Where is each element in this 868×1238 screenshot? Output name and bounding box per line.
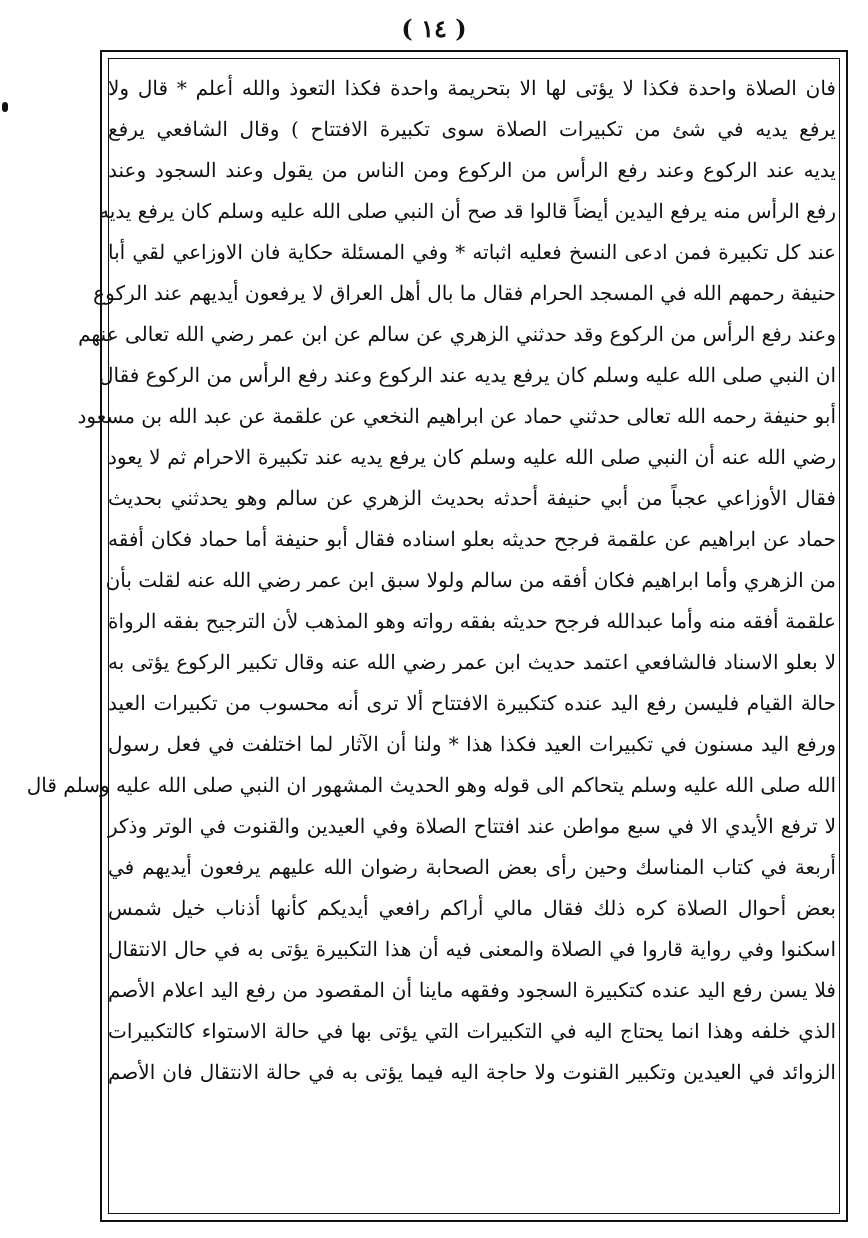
text-line: رفع الرأس منه يرفع اليدين أيضاً قالوا قد صح أن النبي صلى الله عليه وسلم كان يرفع يديه [98,199,836,223]
text-line: الذي خلفه وهذا انما يحتاج اليه في التكبيرات التي يؤتى بها في حالة الاستواء كالتكبيرات [108,1019,836,1043]
text-line: حالة القيام فليسن رفع اليد عنده كتكبيرة الافتتاح ألا ترى أنه محسوب من تكبيرات العيد [108,691,836,715]
text-line: يديه عند الركوع وعند رفع الرأس من الركوع ومن الناس من يقول وعند السجود وعند [108,158,836,182]
text-line: الزوائد في العيدين وتكبير القنوت ولا حاجة اليه فيما يؤتى به في حالة الانتقال فان الأصم [108,1060,836,1084]
body-text [26,68,836,1093]
text-line: وعند رفع الرأس من الركوع وقد حدثني الزهري عن سالم عن ابن عمر رضي الله تعالى عنهم [78,322,836,346]
text-line: بعض أحوال الصلاة كره ذلك فقال مالي أراكم رافعي أيديكم كأنها أذناب خيل شمس [108,896,836,920]
text-line: يرفع يديه في شئ من تكبيرات الصلاة سوى تكبيرة الافتتاح ) وقال الشافعي يرفع [108,117,836,141]
text-line: لا ترفع الأيدي الا في سبع مواطن عند افتتاح الصلاة وفي العيدين والقنوت في الوتر وذكر [108,814,836,838]
text-line: فلا يسن رفع اليد عنده كتكبيرة السجود وفقهه ماينا أن المقصود من رفع اليد اعلام الأصم [108,978,836,1002]
text-line: أبو حنيفة رحمه الله تعالى حدثني حماد عن ابراهيم النخعي عن علقمة عن عبد الله بن مسعود [77,404,836,428]
margin-ink-mark [2,102,8,112]
page-number: ( ١٤ ) [401,14,467,43]
text-line: علقمة أفقه منه وأما عبدالله فرجح حديثه بفقه رواته وهو المذهب لأن الترجيح بفقه الرواة [108,609,836,633]
text-line: عند كل تكبيرة فمن ادعى النسخ فعليه اثباته * وفي المسئلة حكاية فان الاوزاعي لقي أبا [108,240,836,264]
text-line: ورفع اليد مسنون في تكبيرات العيد فكذا هذا * ولنا أن الآثار لما اختلفت في فعل رسول [108,732,836,756]
text-line: حنيفة رحمهم الله في المسجد الحرام فقال ما بال أهل العراق لا يرفعون أيديهم عند الركوع [93,281,836,305]
text-line: رضي الله عنه أن النبي صلى الله عليه وسلم كان يرفع يديه عند تكبيرة الاحرام ثم لا يعود [108,445,836,469]
text-line: الله صلى الله عليه وسلم يتحاكم الى قوله وهو الحديث المشهور ان النبي صلى الله عليه وسلم قال [26,773,836,797]
text-line: اسكنوا وفي رواية قاروا في الصلاة والمعنى فيه أن هذا التكبيرة يؤتى به في حال الانتقال [108,937,836,961]
text-line: أربعة في كتاب المناسك وحين رأى بعض الصحابة رضوان الله عليهم يرفعون أيديهم في [108,855,836,879]
text-line: لا بعلو الاسناد فالشافعي اعتمد حديث ابن عمر رضي الله عنه وقال تكبير الركوع يؤتى به [108,650,836,674]
text-line: من الزهري وأما ابراهيم فكان أفقه من سالم ولولا سبق ابن عمر رضي الله عنه لقلت بأن [105,568,836,592]
text-line: فان الصلاة واحدة فكذا لا يؤتى لها الا بتحريمة واحدة فكذا التعوذ والله أعلم * قال ولا [108,76,836,100]
text-line: ان النبي صلى الله عليه وسلم كان يرفع يديه عند الركوع وعند رفع الرأس من الركوع فقال [98,363,836,387]
text-line: فقال الأوزاعي عجباً من أبي حنيفة أحدثه بحديث الزهري عن سالم وهو يحدثني بحديث [108,486,836,510]
text-line: حماد عن ابراهيم عن علقمة فرجح حديثه بعلو اسناده فقال أبو حنيفة أما حماد فكان أفقه [108,527,836,551]
